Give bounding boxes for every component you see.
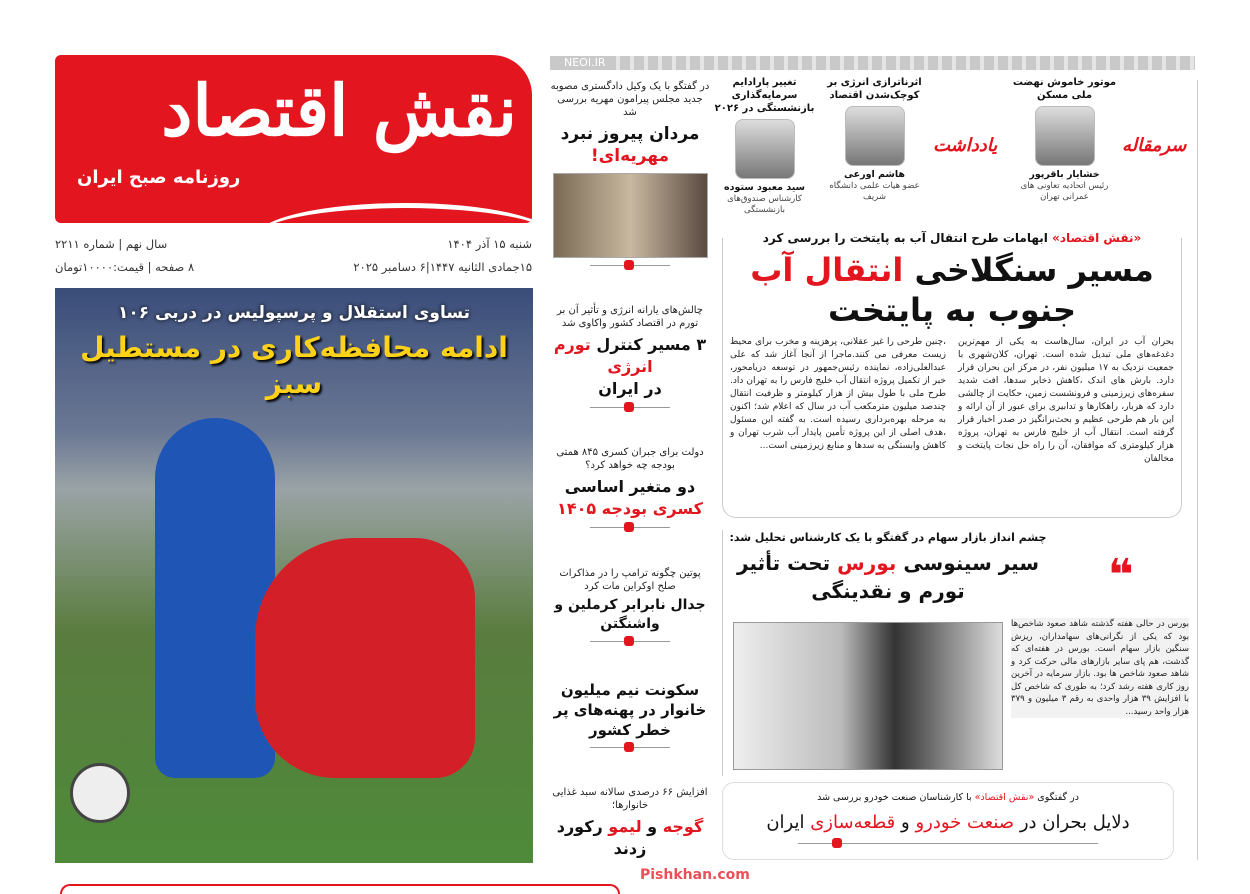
headline: مسیر سنگلاخی bbox=[914, 251, 1154, 289]
stock-story[interactable] bbox=[722, 530, 1190, 776]
author-role: کارشناس صندوق‌های بازنشستگی bbox=[727, 194, 802, 215]
year-issue: سال نهم | شماره ۲۲۱۱ bbox=[55, 237, 168, 251]
quote-icon: ❝ bbox=[1108, 550, 1134, 601]
page-marker bbox=[590, 527, 670, 528]
site-label: NEOI.IR bbox=[558, 56, 611, 70]
page-marker bbox=[590, 641, 670, 642]
opinion-title: موتور خاموش نهضت ملی مسکن bbox=[1012, 77, 1117, 101]
headline: جدال نابرابر کرملین و واشنگتن bbox=[554, 596, 706, 632]
author-photo bbox=[1035, 106, 1095, 166]
body-column-left: ،چنین طرحی را غیر عقلانی، پرهزینه و مخرب برای محیط زیست معرفی می کنند.ماجرا از آنجا آغاز شد که علی عبدالعلی‌زاده، نماینده رئیس‌جمهور در توسعه دریامحور، خبر از تکمیل پروژه انتقال آب خلیج فارس را به تهران داد. طرح ملی با طول بیش از هزار کیلومتر و ظرفیت انتقال چندصد میلیون مترمکعب آب در سال که اعلام شد؛ اکنون به مرحله بهره‌برداری رسیده است. به گفته این مسئول ،هدف اصلی از این پروژه تأمین پایدار آب شرب تهران و کاهش وابستگی به سدها و منابع زیرزمینی است... bbox=[730, 337, 946, 451]
quote-text: بورس در حالی هفته گذشته شاهد صعود شاخص‌ها بود که یکی از نگرانی‌های سهامداران، ریزش سنگین بازار سهام است. بورس در هفته‌ای که گذشت، هم پای سایر بازارهای مالی حرکت کرد و شاهد صعود شاخص ها بود. بازار سرمایه در آخرین روز کاری هفته رشد کرد؛ به طوری که شاخص کل با افزایش ۳۹ هزار واحدی به رقم ۳ میلیون و ۳۷۹ هزار واحد رسید... bbox=[1011, 619, 1190, 717]
story-putin[interactable] bbox=[550, 567, 710, 642]
headline-red: صنعت خودرو bbox=[915, 812, 1015, 833]
headline-a: دلایل بحران در bbox=[1019, 812, 1130, 833]
story-budget[interactable] bbox=[550, 446, 710, 528]
author-name: هاشم اورعی bbox=[844, 169, 905, 180]
author-photo bbox=[735, 119, 795, 179]
sport-photo[interactable] bbox=[55, 288, 533, 863]
headline: رکورد زدند bbox=[556, 816, 647, 858]
opinion-item[interactable] bbox=[1012, 76, 1117, 203]
player-red bbox=[255, 538, 475, 778]
date-lunar: ۱۵جمادی الثانیه ۱۴۴۷|۶ دسامبر ۲۰۲۵ bbox=[353, 260, 532, 274]
bottom-frame bbox=[60, 884, 620, 894]
headline-red: انتقال آب bbox=[750, 251, 904, 289]
headline-red: تورم انرژی bbox=[553, 335, 653, 377]
kicker: در گفتگو با یک وکیل دادگستری مصوبه جدید مجلس پیرامون مهریه بررسی شد bbox=[550, 81, 710, 118]
headline: سکونت نیم میلیون خانوار در پهنه‌های پر خطر کشور bbox=[553, 680, 707, 739]
story-housing[interactable] bbox=[550, 680, 710, 748]
column-rule bbox=[1197, 80, 1198, 860]
headline: ۳ مسیر کنترل bbox=[596, 335, 707, 355]
kicker: پوتین چگونه ترامپ را در مذاکرات صلح اوکراین مات کرد bbox=[559, 567, 701, 592]
story-energy[interactable] bbox=[550, 304, 710, 408]
pages-price: ۸ صفحه | قیمت:۱۰۰۰۰تومان bbox=[55, 260, 195, 274]
kicker-brand: «نقش اقتصاد» bbox=[974, 792, 1035, 803]
headline-b: و bbox=[901, 812, 910, 833]
author-role: رئیس اتحادیه تعاونی های عمرانی تهران bbox=[1020, 181, 1109, 202]
logo-tagline: روزنامه صبح ایران bbox=[77, 167, 241, 188]
headline-red: بورس bbox=[837, 551, 897, 575]
logo-swoosh bbox=[255, 203, 532, 223]
kicker-brand: «نقش اقتصاد» bbox=[1052, 231, 1142, 245]
interview-photo bbox=[733, 622, 1003, 770]
story-food[interactable] bbox=[550, 786, 710, 860]
headline-2: جنوب به پایتخت bbox=[827, 291, 1077, 329]
page-marker bbox=[590, 407, 670, 408]
headline-red: کسری بودجه ۱۴۰۵ bbox=[557, 499, 703, 519]
opinion-item[interactable] bbox=[712, 76, 817, 216]
football bbox=[70, 763, 130, 823]
headline-rest: تحت تأثیر bbox=[737, 551, 831, 575]
headline-c: ایران bbox=[766, 812, 805, 833]
watermark: Pishkhan.com bbox=[640, 867, 750, 883]
headline-red-2: قطعه‌سازی bbox=[810, 812, 896, 833]
headline: سیر سینوسی bbox=[903, 551, 1039, 575]
headline-red-2: لیمو bbox=[608, 816, 642, 836]
headline-red: مهریه‌ای! bbox=[590, 146, 670, 166]
story-photo bbox=[553, 173, 708, 258]
author-name: سید معبود ستوده bbox=[724, 182, 805, 193]
author-photo bbox=[845, 106, 905, 166]
opinion-title: اثرناترازی انرژی بر کوچک‌شدن اقتصاد bbox=[827, 77, 922, 101]
kicker-post: با کارشناسان صنعت خودرو بررسی شد bbox=[817, 792, 972, 803]
author-role: عضو هیات علمی دانشگاه شریف bbox=[829, 181, 920, 202]
headline-and: و bbox=[647, 816, 658, 836]
headline-2: تورم و نقدینگی bbox=[811, 579, 965, 603]
story-mehrieh[interactable] bbox=[550, 80, 710, 266]
logo-name: نقش اقتصاد bbox=[161, 69, 517, 152]
body-column-right: بحران آب در ایران، سال‌هاست به یکی از مهم‌ترین دغدغه‌های ملی تبدیل شده است. تهران، کلان‌شهری با جمعیت نزدیک به ۱۷ میلیون نفر، در مرکز این بحران قرار دارد. بارش های اندک ،کاهش ذخایر سدها، افت شدید سفره‌های زیرزمینی و فرونشست زمین، حکایت از چالشی دارد که هربار، راهکارها و تدابیری برای عبور از آن ارائه و این بار هم طرحی عظیم و بحث‌برانگیز در صدر اخبار قرار گرفته است. انتقال آب از خلیج فارس به تهران، پروژه هزار کیلومتری که موافقان، آن را راه حل نجات پایتخت و مخالفان bbox=[958, 337, 1174, 464]
note-label: یادداشت bbox=[933, 135, 998, 156]
kicker: ابهامات طرح انتقال آب به پایتخت را بررسی کرد bbox=[762, 231, 1048, 245]
headline-red: گوجه bbox=[662, 816, 704, 836]
headline: دو متغیر اساسی bbox=[564, 477, 696, 497]
kicker: چشم انداز بازار سهام در گفتگو با یک کارشناس تحلیل شد: bbox=[729, 531, 1047, 544]
kicker-pre: در گفتگوی bbox=[1037, 792, 1079, 803]
editorial-label: سرمقاله bbox=[1122, 135, 1187, 156]
site-band bbox=[550, 56, 1195, 70]
opinion-item[interactable] bbox=[822, 76, 927, 203]
kicker: چالش‌های یارانه انرژی و تأثیر آن بر تورم در اقتصاد کشور واکاوی شد bbox=[557, 305, 703, 330]
sport-kicker: تساوی استقلال و پرسپولیس در دربی ۱۰۶ bbox=[117, 303, 471, 323]
opinion-title: تغییر پارادایم سرمایه‌گذاری بازنشستگی در ۲۰۲۶ bbox=[714, 77, 815, 114]
main-story[interactable] bbox=[722, 231, 1182, 518]
middle-column bbox=[550, 80, 710, 860]
date-solar: شنبه ۱۵ آذر ۱۴۰۴ bbox=[447, 237, 532, 251]
headline: مردان پیروز نبرد bbox=[560, 124, 700, 144]
headline-2: در ایران bbox=[598, 379, 662, 399]
kicker: افزایش ۶۶ درصدی سالانه سبد غذایی خانوارها؛ bbox=[552, 786, 708, 811]
author-name: خشایار باقرپور bbox=[1029, 169, 1100, 180]
page-marker bbox=[590, 747, 670, 748]
sport-headline[interactable]: ادامه محافظه‌کاری در مستطیل سبز bbox=[80, 331, 508, 400]
auto-story[interactable] bbox=[722, 782, 1174, 860]
page-marker bbox=[590, 265, 670, 266]
page-marker bbox=[798, 843, 1098, 844]
kicker: دولت برای جبران کسری ۸۴۵ همتی بودجه چه خواهد کرد؟ bbox=[556, 447, 704, 472]
player-blue bbox=[155, 418, 275, 778]
masthead-logo bbox=[55, 55, 532, 223]
